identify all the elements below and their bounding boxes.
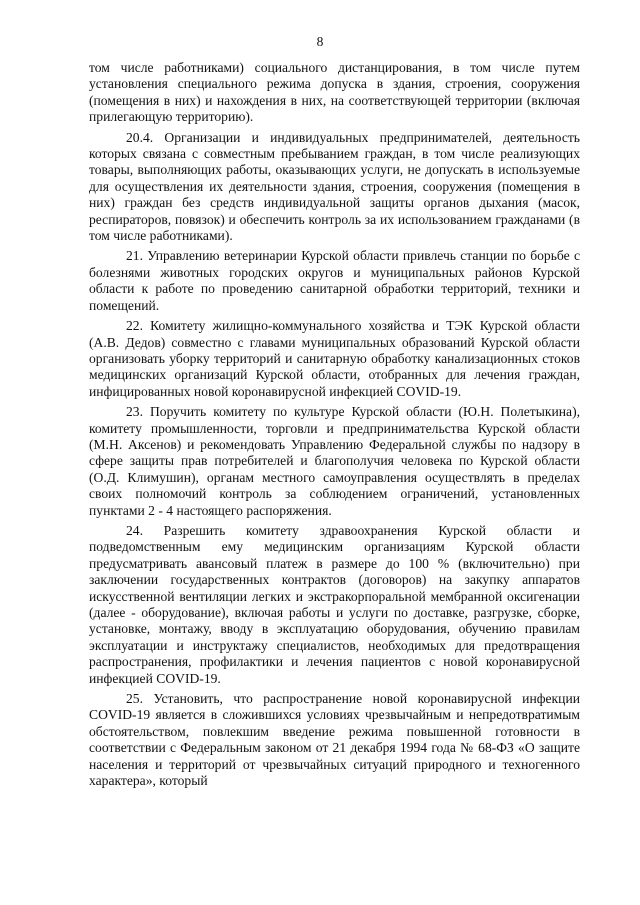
paragraph-21: 21. Управлению ветеринарии Курской области привлечь станции по борьбе с болезнями животных городских округов и муниципальных районов Курской области к работе по проведению санитарной обработки территорий, техники и помещений. xyxy=(89,248,580,313)
paragraph-24: 24. Разрешить комитету здравоохранения Курской области и подведомственным ему медицинским организациям Курской области предусматривать авансовый платеж в размере до 100 % (включительно) при заключении государственных контрактов (договоров) на закупку аппаратов искусственной вентиляции легких и экстракорпоральной мембранной оксигенации (далее - оборудование), включая работы и услуги по доставке, разгрузке, сборке, установке, монтажу, вводу в эксплуатацию оборудования, обучению правилам эксплуатации и инструктажу специалистов, необходимых для предотвращения распространения, профилактики и лечения пациентов с новой коронавирусной инфекцией COVID-19. xyxy=(89,522,580,686)
paragraph-20-3-continuation: том числе работниками) социального дистанцирования, в том числе путем установления специального режима допуска в здания, строения, сооружения (помещения в них) и нахождения в них, на соответствующей территории (включая прилегающую территорию). xyxy=(89,60,580,125)
document-body xyxy=(89,60,580,793)
paragraph-22: 22. Комитету жилищно-коммунального хозяйства и ТЭК Курской области (А.В. Дедов) совместно с главами муниципальных образований Курской области организовать уборку территорий и санитарную обработку канализационных стоков медицинских организаций Курской области, отобранных для лечения граждан, инфицированных новой коронавирусной инфекцией COVID-19. xyxy=(89,318,580,399)
paragraph-25: 25. Установить, что распространение новой коронавирусной инфекции COVID-19 является в сложившихся условиях чрезвычайным и непредотвратимым обстоятельством, повлекшим введение режима повышенной готовности в соответствии с Федеральным законом от 21 декабря 1994 года № 68-ФЗ «О защите населения и территорий от чрезвычайных ситуаций природного и техногенного характера», который xyxy=(89,691,580,789)
page-number: 8 xyxy=(316,34,324,49)
paragraph-20-4: 20.4. Организации и индивидуальных предпринимателей, деятельность которых связана с совместным пребыванием граждан, в том числе реализующих товары, выполняющих работы, оказывающих услуги, не допускать в используемые для осуществления их деятельности здания, строения, сооружения (помещения в них) граждан без средств индивидуальной защиты органов дыхания (масок, респираторов, повязок) и обеспечить контроль за их использованием гражданами (в том числе работниками). xyxy=(89,129,580,244)
paragraph-23: 23. Поручить комитету по культуре Курской области (Ю.Н. Полетыкина), комитету промышленности, торговли и предпринимательства Курской области (М.Н. Аксенов) и рекомендовать Управлению Федеральной службы по надзору в сфере защиты прав потребителей и благополучия человека по Курской области (О.Д. Климушин), органам местного самоуправления осуществлять в пределах своих полномочий контроль за соблюдением ограничений, установленных пунктами 2 - 4 настоящего распоряжения. xyxy=(89,404,580,518)
